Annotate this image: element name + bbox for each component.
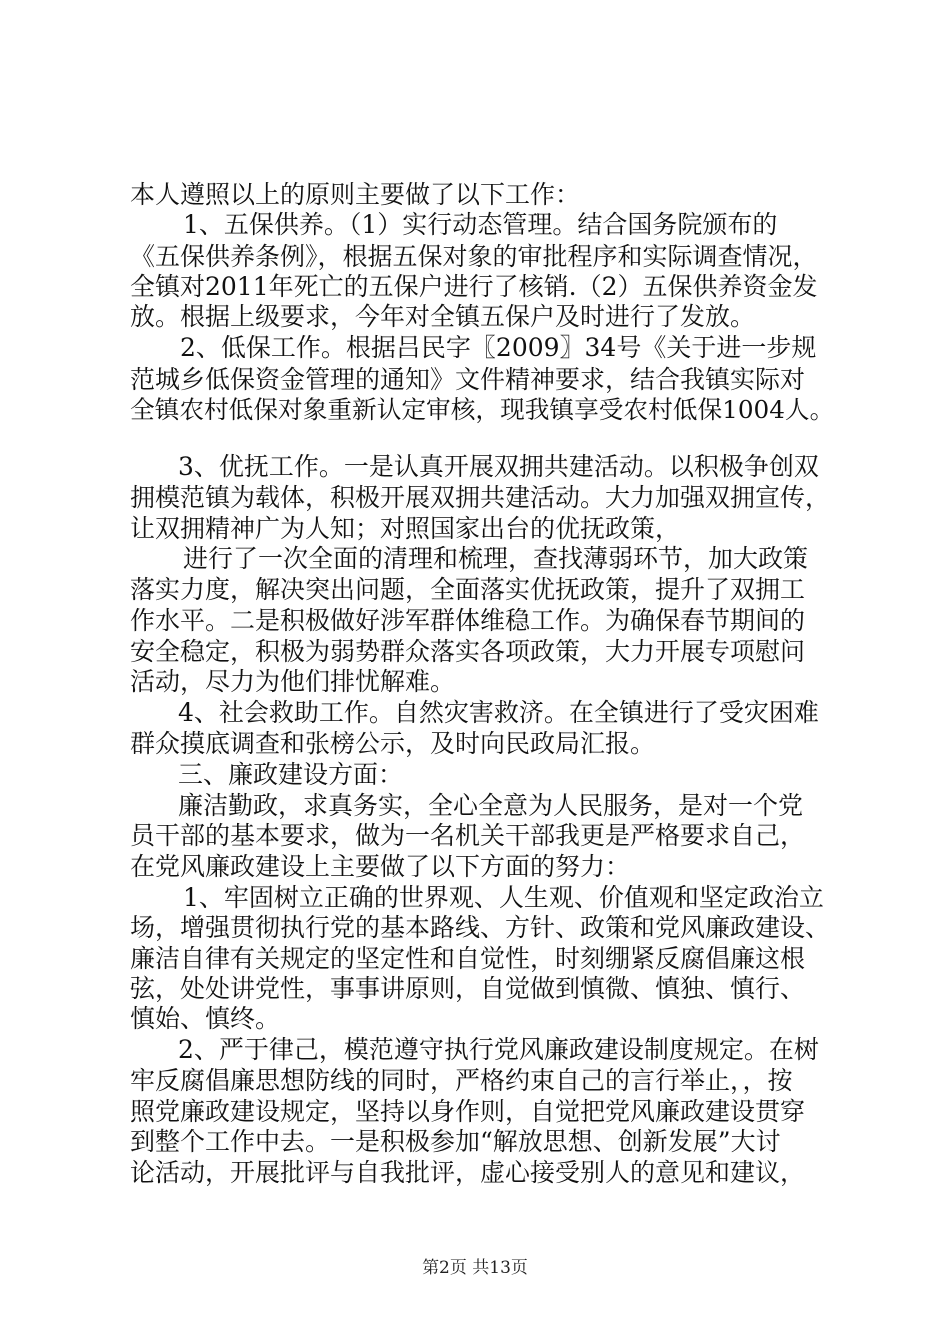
text-line: 到整个工作中去。一是积极参加“解放思想、创新发展”大讨 xyxy=(130,1127,781,1156)
page-footer: 第2页 共13页 xyxy=(422,1258,528,1278)
section-heading: 三、廉政建设方面： xyxy=(178,760,404,789)
text-line: 慎始、慎终。 xyxy=(130,1004,281,1033)
text-line: 范城乡低保资金管理的通知》文件精神要求，结合我镇实际对 xyxy=(130,365,806,394)
text-line: 论活动，开展批评与自我批评，虚心接受别人的意见和建议， xyxy=(130,1158,806,1187)
text-line: 放。根据上级要求，今年对全镇五保户及时进行了发放。 xyxy=(130,302,756,331)
text-line: 落实力度，解决突出问题，全面落实优抚政策，提升了双拥工 xyxy=(130,575,806,604)
text-line: 作水平。二是积极做好涉军群体维稳工作。为确保春节期间的 xyxy=(130,606,806,635)
text-line: 群众摸底调查和张榜公示，及时向民政局汇报。 xyxy=(130,729,656,758)
text-line: 进行了一次全面的清理和梳理，查找薄弱环节，加大政策 xyxy=(183,544,809,573)
text-line: 本人遵照以上的原则主要做了以下工作： xyxy=(130,180,581,209)
text-line: 让双拥精神广为人知；对照国家出台的优抚政策， xyxy=(130,514,681,543)
text-line: 安全稳定，积极为弱势群众落实各项政策，大力开展专项慰问 xyxy=(130,637,806,666)
text-line: 2、低保工作。根据吕民字〖2009〗34号《关于进一步规 xyxy=(180,333,817,362)
text-line: 牢反腐倡廉思想防线的同时，严格约束自己的言行举止，，按 xyxy=(130,1066,793,1095)
text-line: 3、优抚工作。一是认真开展双拥共建活动。以积极争创双 xyxy=(178,452,819,481)
text-line: 拥模范镇为载体，积极开展双拥共建活动。大力加强双拥宣传， xyxy=(130,483,831,512)
text-line: 廉洁勤政，求真务实，全心全意为人民服务，是对一个党 xyxy=(178,791,804,820)
text-line: 全镇农村低保对象重新认定审核，现我镇享受农村低保1004人。 xyxy=(130,395,835,424)
text-line: 2、严于律己，模范遵守执行党风廉政建设制度规定。在树 xyxy=(178,1035,819,1064)
text-line: 全镇对2011年死亡的五保户进行了核销.（2）五保供养资金发 xyxy=(130,272,818,301)
text-line: 照党廉政建设规定，坚持以身作则，自觉把党风廉政建设贯穿 xyxy=(130,1097,806,1126)
text-line: 活动，尽力为他们排忧解难。 xyxy=(130,667,456,696)
text-line: 在党风廉政建设上主要做了以下方面的努力： xyxy=(130,852,631,881)
text-line: 4、社会救助工作。自然灾害救济。在全镇进行了受灾困难 xyxy=(178,698,819,727)
text-line: 员干部的基本要求，做为一名机关干部我更是严格要求自己， xyxy=(130,821,806,850)
text-line: 《五保供养条例》，根据五保对象的审批程序和实际调查情况， xyxy=(130,242,818,271)
text-line: 弦，处处讲党性，事事讲原则，自觉做到慎微、慎独、慎行、 xyxy=(130,974,806,1003)
text-line: 1、五保供养。（1）实行动态管理。结合国务院颁布的 xyxy=(183,210,778,239)
text-line: 场，增强贯彻执行党的基本路线、方针、政策和党风廉政建设、 xyxy=(130,913,831,942)
text-line: 廉洁自律有关规定的坚定性和自觉性，时刻绷紧反腐倡廉这根 xyxy=(130,944,806,973)
text-line: 1、牢固树立正确的世界观、人生观、价值观和坚定政治立 xyxy=(183,883,824,912)
